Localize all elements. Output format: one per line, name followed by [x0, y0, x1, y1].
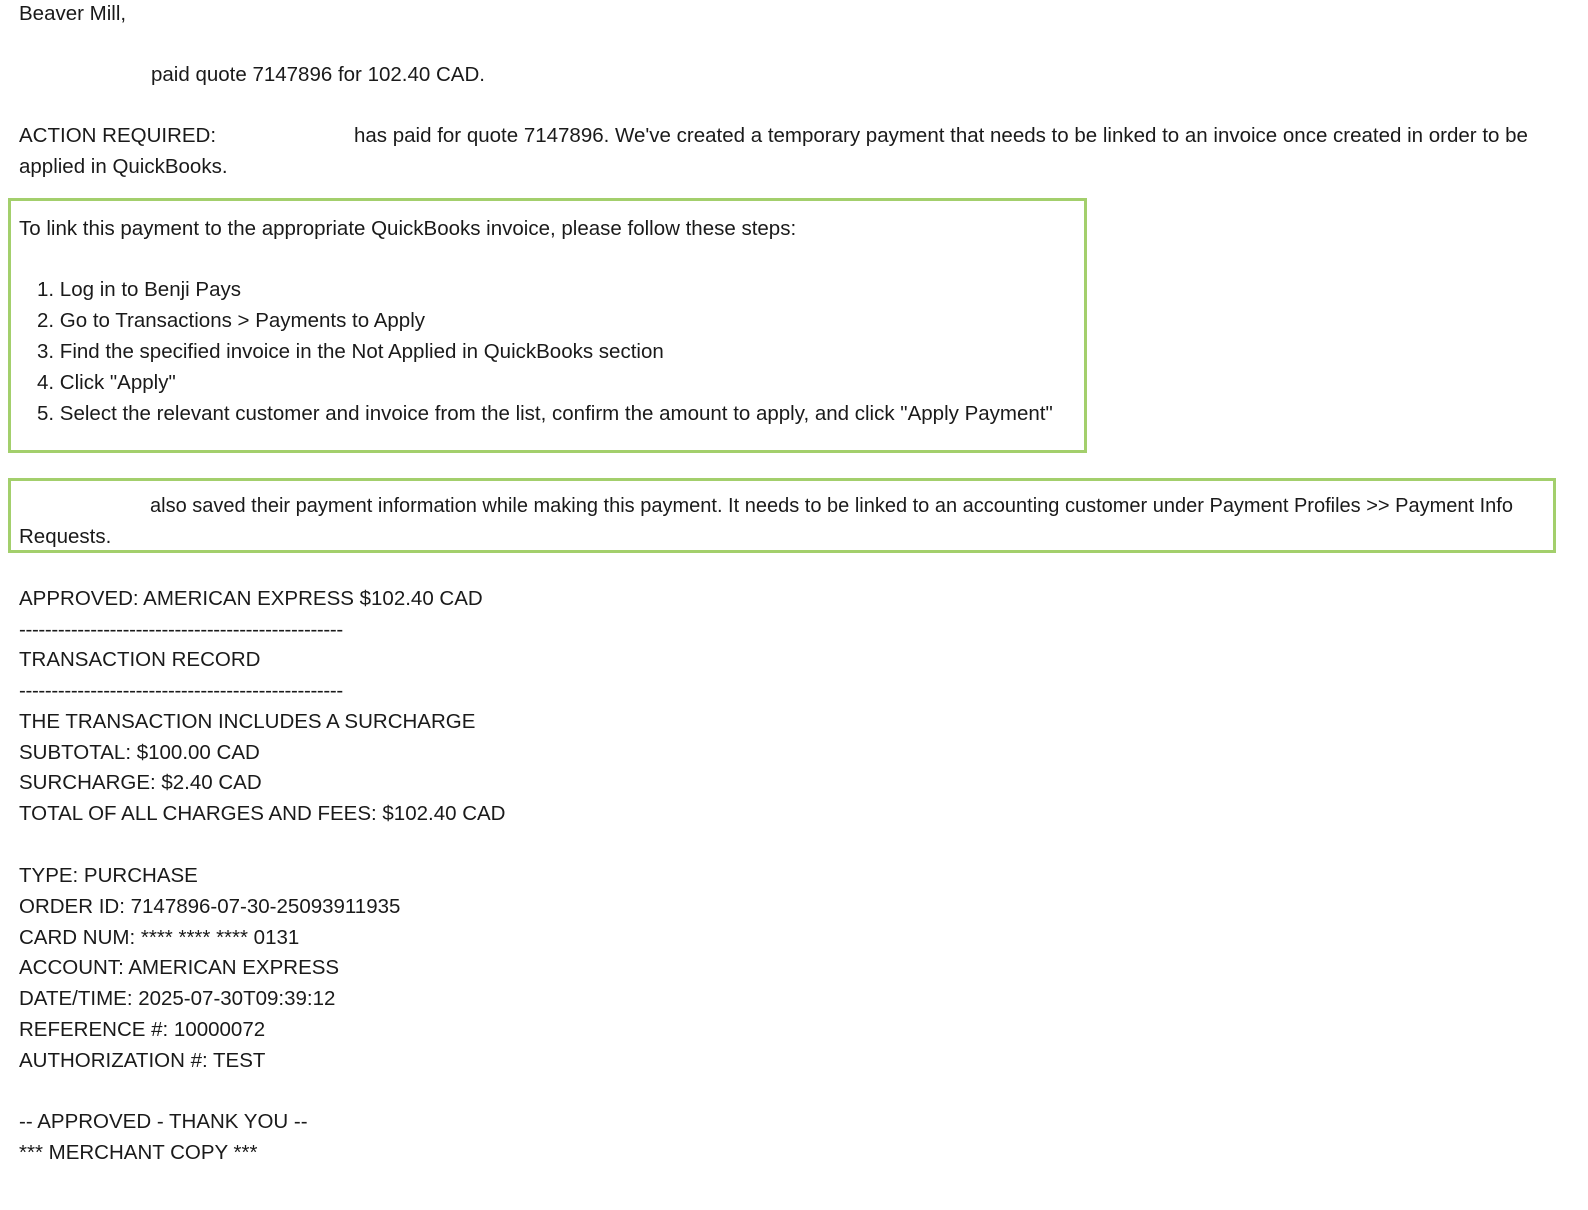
- subtotal: SUBTOTAL: $100.00 CAD: [19, 741, 260, 764]
- step-item: 5. Select the relevant customer and invoice from the list, confirm the amount to apply, and click "Apply Payment": [37, 402, 1053, 425]
- action-required-text-continued: applied in QuickBooks.: [19, 155, 228, 178]
- surcharge-note: THE TRANSACTION INCLUDES A SURCHARGE: [19, 710, 476, 733]
- divider: --------------------------------------------------: [19, 679, 343, 702]
- action-required-label: ACTION REQUIRED:: [19, 124, 217, 147]
- total: TOTAL OF ALL CHARGES AND FEES: $102.40 CAD: [19, 802, 506, 825]
- order-id: ORDER ID: 7147896-07-30-25093911935: [19, 895, 401, 918]
- approved-thank-you: -- APPROVED - THANK YOU --: [19, 1110, 308, 1133]
- saved-info-text-continued: Requests.: [19, 525, 112, 548]
- merchant-copy: *** MERCHANT COPY ***: [19, 1141, 258, 1164]
- transaction-type: TYPE: PURCHASE: [19, 864, 198, 887]
- authorization-number: AUTHORIZATION #: TEST: [19, 1049, 266, 1072]
- reference-number: REFERENCE #: 10000072: [19, 1018, 266, 1041]
- receipt-title: TRANSACTION RECORD: [19, 648, 261, 671]
- surcharge: SURCHARGE: $2.40 CAD: [19, 771, 262, 794]
- step-item: 3. Find the specified invoice in the Not Applied in QuickBooks section: [37, 340, 664, 363]
- instructions-intro: To link this payment to the appropriate QuickBooks invoice, please follow these steps:: [19, 217, 797, 240]
- account: ACCOUNT: AMERICAN EXPRESS: [19, 956, 340, 979]
- step-item: 4. Click "Apply": [37, 371, 176, 394]
- action-required-text: has paid for quote 7147896. We've created a temporary payment that needs to be linked to an invoice once created in order to be: [354, 124, 1528, 147]
- date-time: DATE/TIME: 2025-07-30T09:39:12: [19, 987, 336, 1010]
- approved-line: APPROVED: AMERICAN EXPRESS $102.40 CAD: [19, 587, 483, 610]
- step-item: 2. Go to Transactions > Payments to Apply: [37, 309, 425, 332]
- divider: --------------------------------------------------: [19, 618, 343, 641]
- step-item: 1. Log in to Benji Pays: [37, 278, 241, 301]
- greeting: Beaver Mill,: [19, 2, 127, 25]
- paid-quote-line: paid quote 7147896 for 102.40 CAD.: [151, 63, 485, 86]
- saved-info-text: also saved their payment information while making this payment. It needs to be linked to an accounting customer under Payment Profiles >> Payment Info: [150, 495, 1513, 517]
- card-number: CARD NUM: **** **** **** 0131: [19, 926, 300, 949]
